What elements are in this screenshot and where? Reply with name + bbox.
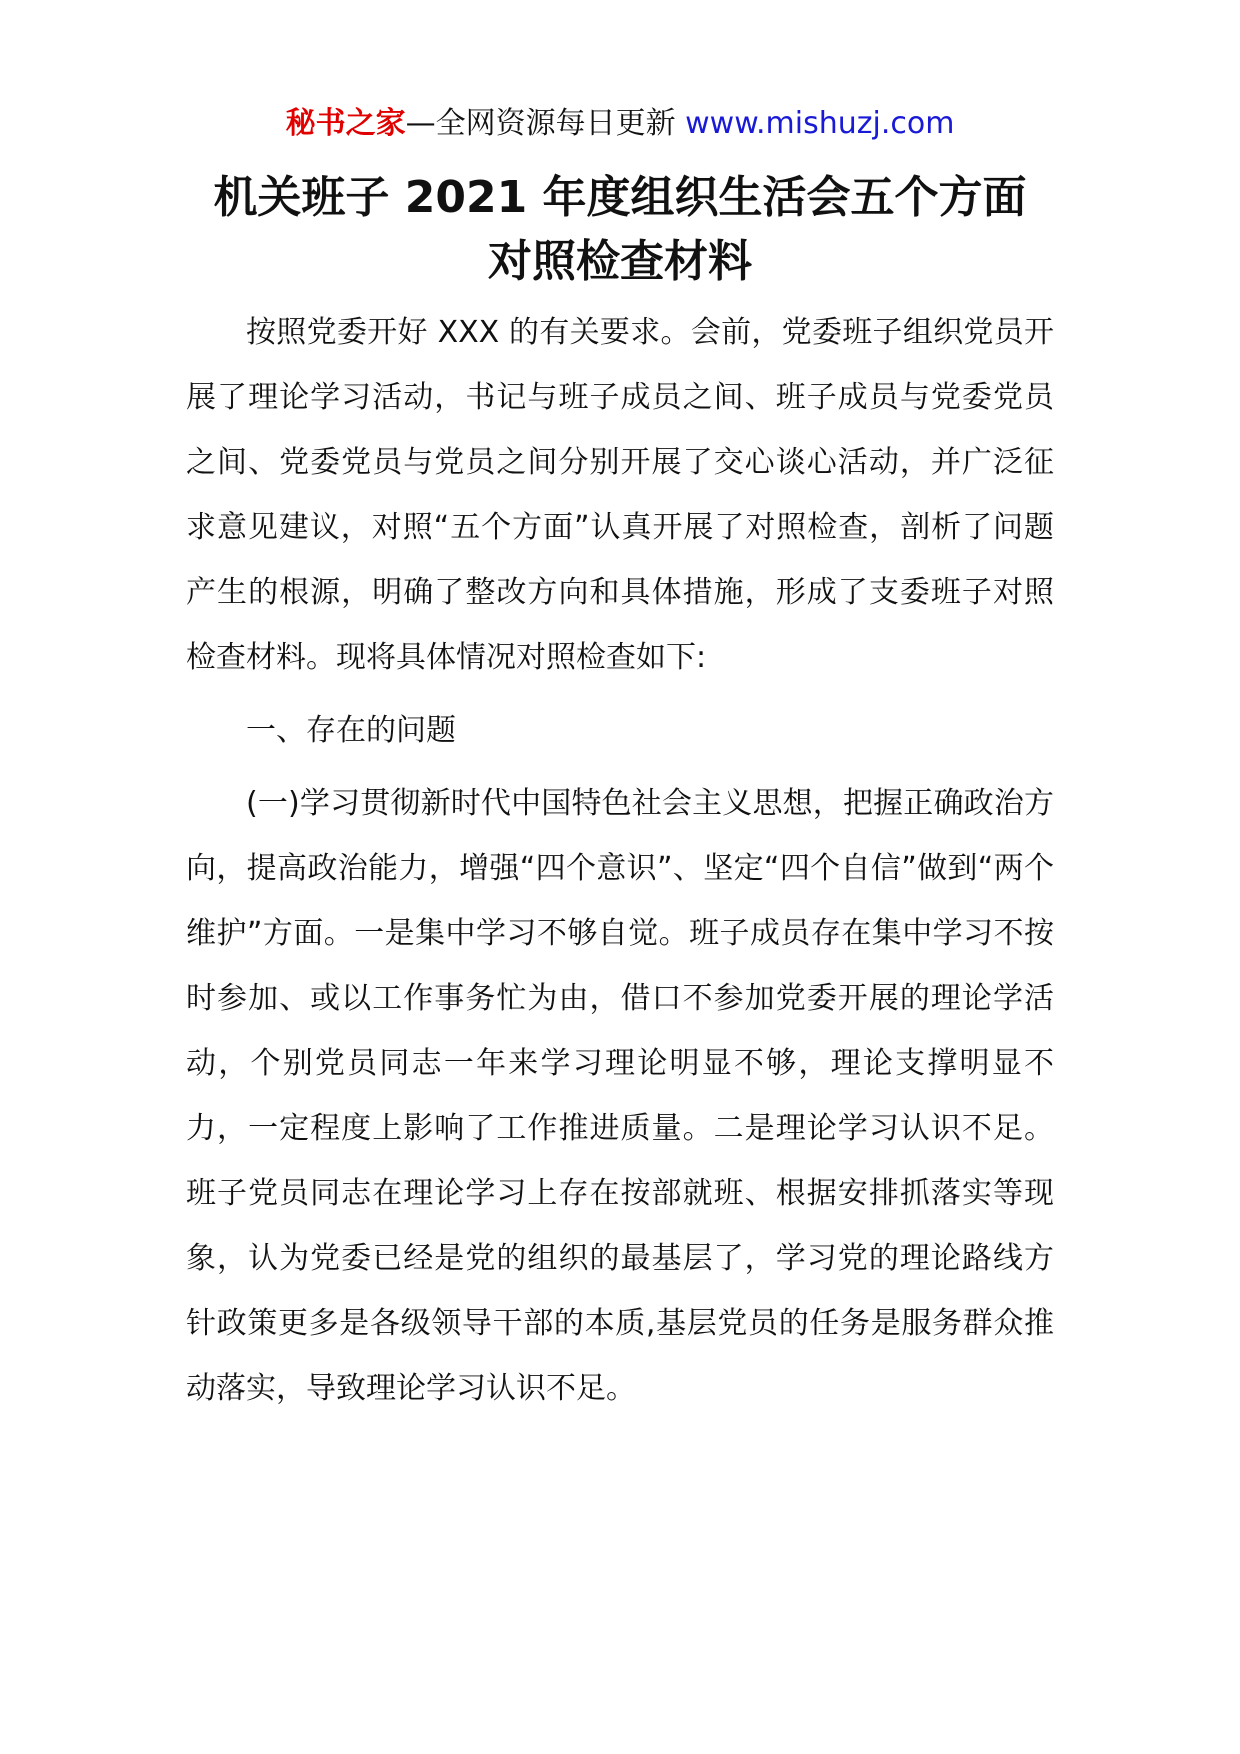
document-title bbox=[150, 166, 1090, 294]
site-url-link[interactable]: www.mishuzj.com bbox=[685, 106, 955, 141]
document-title-line-1: 机关班子 2021 年度组织生活会五个方面 bbox=[213, 172, 1027, 223]
site-tagline: —全网资源每日更新 bbox=[405, 106, 686, 141]
section-paragraph: (一)学习贯彻新时代中国特色社会主义思想，把握正确政治方向，提高政治能力，增强“四个意识”、坚定“四个自信”做到“两个维护”方面。一是集中学习不够自觉。班子成员存在集中学习不按时参加、或以工作事务忙为由，借口不参加党委开展的理论学活动，个别党员同志一年来学习理论明显不够，理论支撑明显不力，一定程度上影响了工作推进质量。二是理论学习认识不足。班子党员同志在理论学习上存在按部就班、根据安排抓落实等现象，认为党委已经是党的组织的最基层了，学习党的理论路线方针政策更多是各级领导干部的本质,基层党员的任务是服务群众推动落实，导致理论学习认识不足。 bbox=[186, 786, 1054, 1406]
document-title-line-2: 对照检查材料 bbox=[488, 236, 752, 287]
intro-paragraph: 按照党委开好 XXX 的有关要求。会前，党委班子组织党员开展了理论学习活动，书记与班子成员之间、班子成员与党委党员之间、党委党员与党员之间分别开展了交心谈心活动，并广泛征求意见建议，对照“五个方面”认真开展了对照检查，剖析了问题产生的根源，明确了整改方向和具体措施，形成了支委班子对照检查材料。现将具体情况对照检查如下: bbox=[186, 315, 1054, 675]
site-header bbox=[0, 104, 1240, 144]
site-brand: 秘书之家 bbox=[285, 106, 406, 141]
section-heading: 一、存在的问题 bbox=[246, 713, 456, 748]
document-body bbox=[186, 300, 1054, 1421]
